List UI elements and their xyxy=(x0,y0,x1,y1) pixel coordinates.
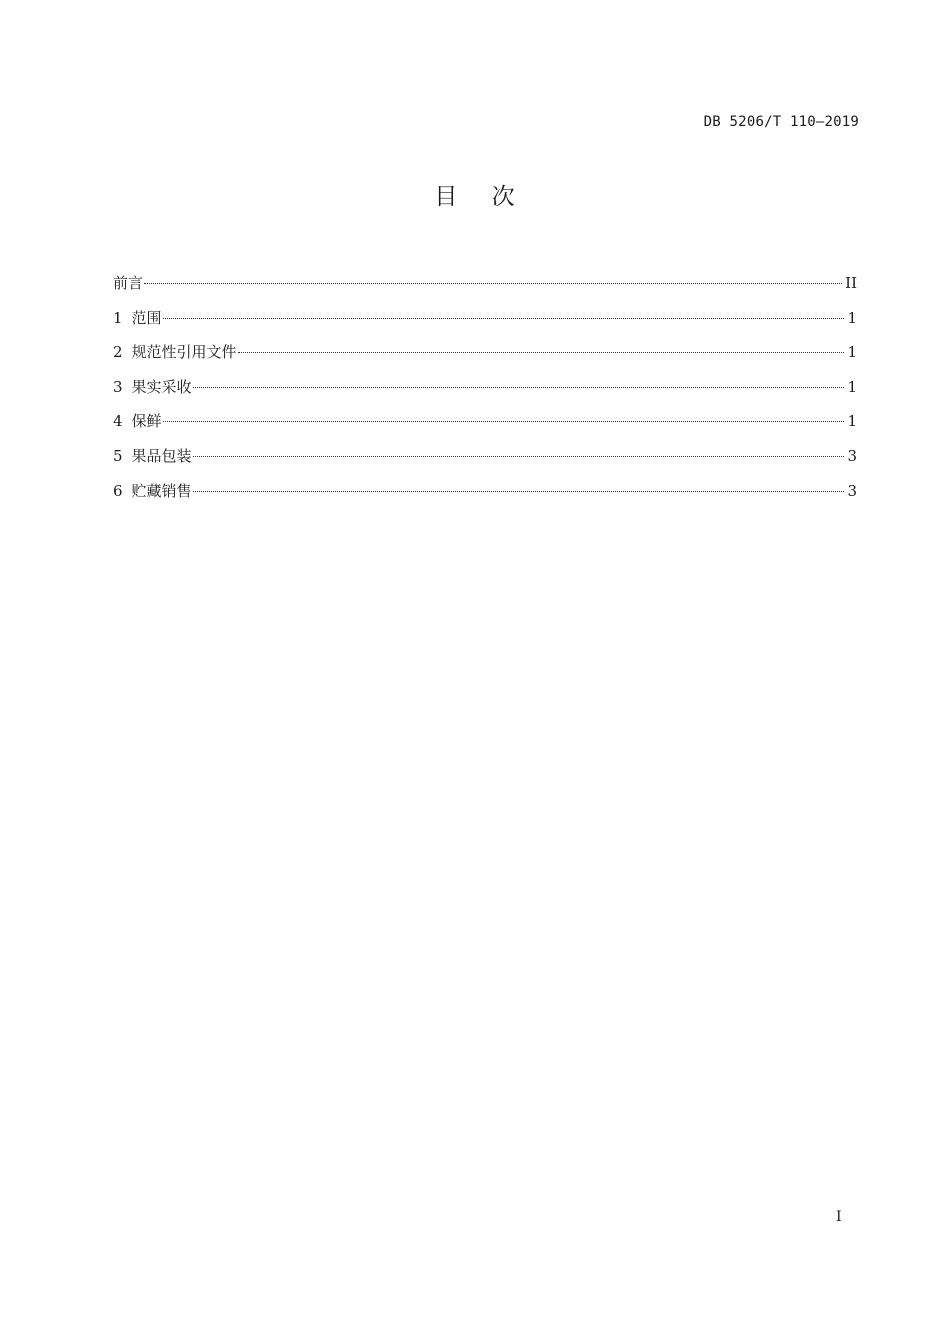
toc-entry-title: 果品包装 xyxy=(131,446,192,465)
toc-entry-foreword[interactable] xyxy=(113,271,857,306)
dot-leader xyxy=(163,317,844,319)
toc-entry-number: 2 xyxy=(113,343,123,362)
toc-entry-preservation[interactable] xyxy=(113,409,857,444)
toc-entry-scope[interactable] xyxy=(113,306,857,341)
toc-entry-page: 3 xyxy=(847,446,857,465)
dot-leader xyxy=(163,420,844,422)
toc-entry-fruit-packaging[interactable] xyxy=(113,444,857,479)
toc-entry-title: 范围 xyxy=(131,308,162,327)
toc-entry-title: 贮藏销售 xyxy=(131,481,192,500)
toc-entry-page: 3 xyxy=(847,481,857,500)
toc-entry-number: 5 xyxy=(113,446,123,465)
page-number: I xyxy=(836,1209,842,1225)
toc-entry-page: 1 xyxy=(847,412,857,431)
toc-entry-title: 果实采收 xyxy=(131,377,192,396)
toc-entry-page: II xyxy=(845,274,857,292)
toc-entry-normative-references[interactable] xyxy=(113,340,857,375)
table-of-contents xyxy=(113,271,857,513)
toc-entry-page: 1 xyxy=(847,343,857,362)
toc-entry-page: 1 xyxy=(847,308,857,327)
dot-leader xyxy=(193,386,844,388)
toc-entry-title: 保鲜 xyxy=(131,412,162,431)
toc-entry-storage-sales[interactable] xyxy=(113,479,857,514)
dot-leader xyxy=(144,282,842,284)
toc-entry-number: 1 xyxy=(113,308,123,327)
toc-entry-number: 3 xyxy=(113,377,123,396)
toc-entry-number: 6 xyxy=(113,481,123,500)
dot-leader xyxy=(238,351,844,353)
document-code: DB 5206/T 110—2019 xyxy=(703,114,859,130)
toc-entry-fruit-harvest[interactable] xyxy=(113,375,857,410)
dot-leader xyxy=(193,490,844,492)
toc-entry-number: 4 xyxy=(113,412,123,431)
toc-entry-title: 前言 xyxy=(113,274,144,292)
dot-leader xyxy=(193,455,844,457)
page-title: 目 次 xyxy=(434,184,516,210)
toc-entry-page: 1 xyxy=(847,377,857,396)
toc-entry-title: 规范性引用文件 xyxy=(131,343,237,362)
